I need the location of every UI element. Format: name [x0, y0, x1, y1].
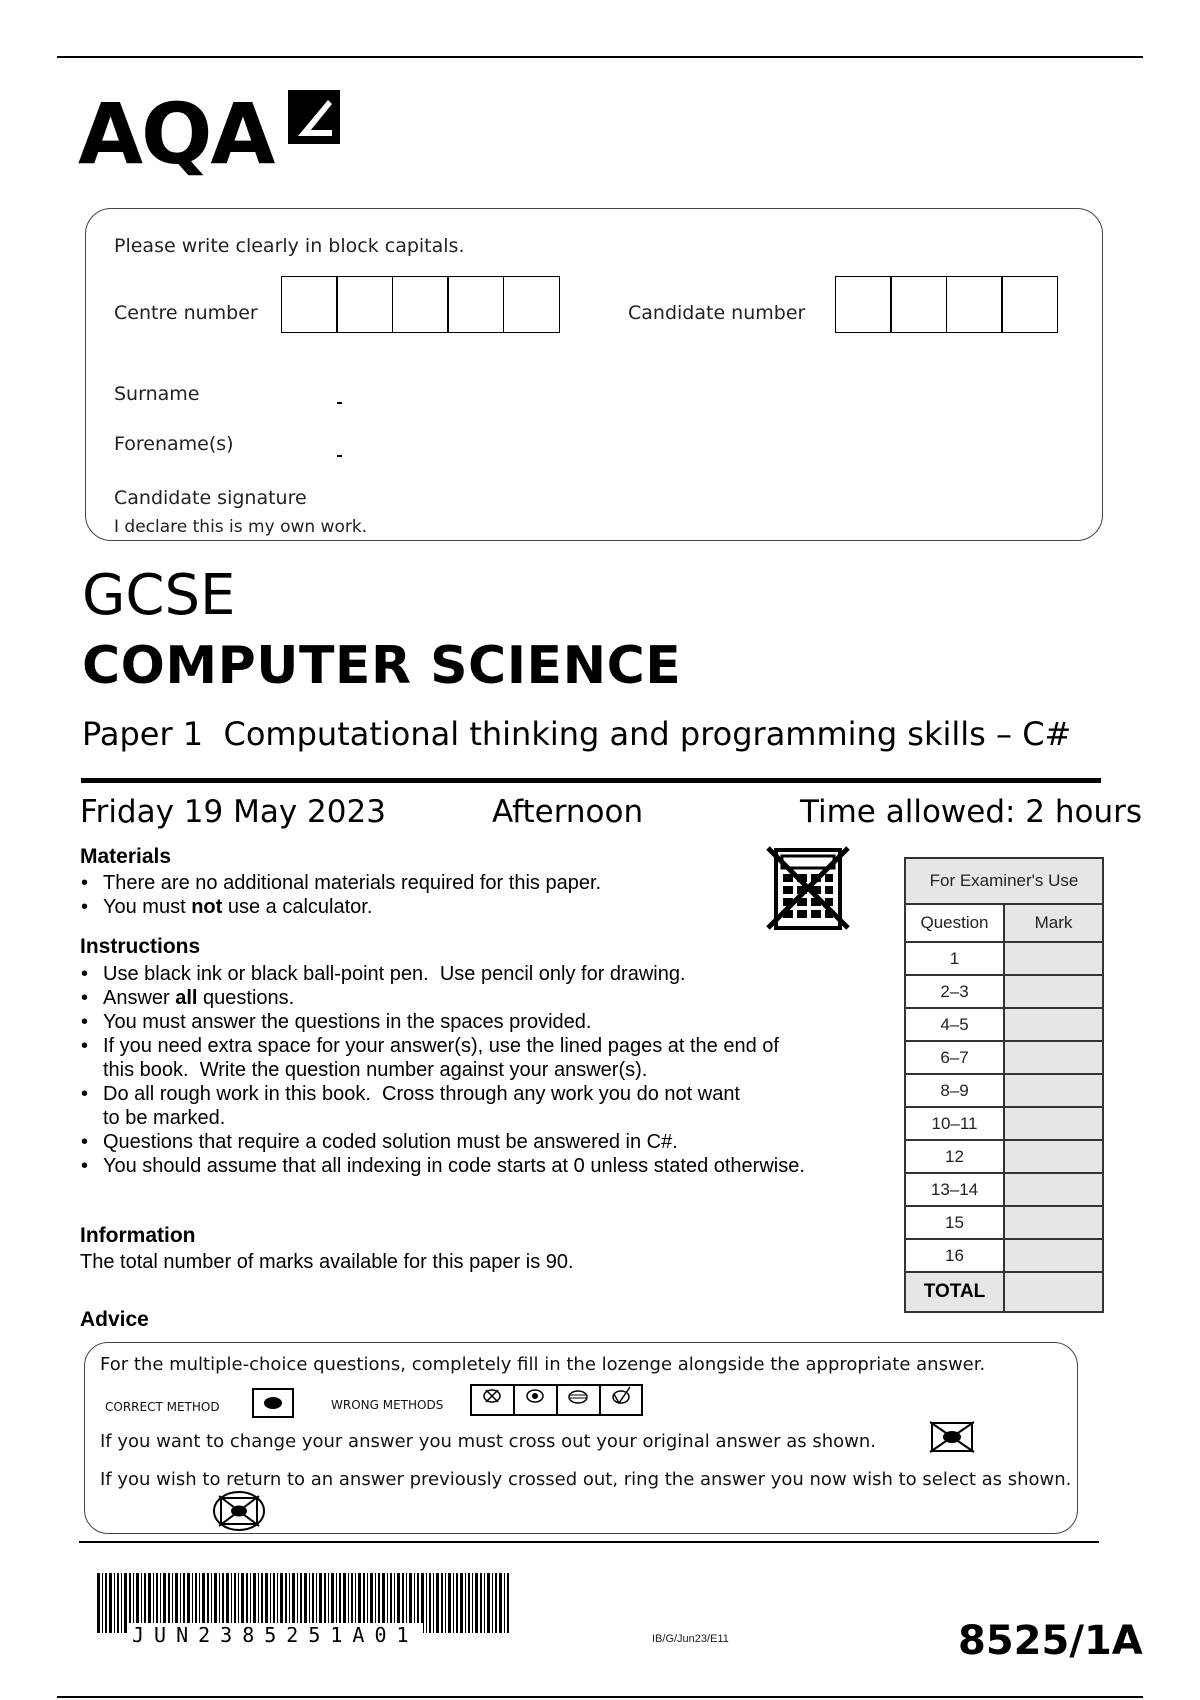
crossed-out-lozenge-icon: [928, 1420, 976, 1454]
subject-title: COMPUTER SCIENCE: [82, 636, 682, 696]
surname-field[interactable]: [337, 402, 342, 404]
barcode-number: JUN2385251A01: [128, 1623, 423, 1647]
qualification-title: GCSE: [82, 563, 236, 628]
mark-cell[interactable]: [1004, 942, 1103, 975]
question-number: 10–11: [905, 1107, 1004, 1140]
advice-heading: Advice: [80, 1308, 149, 1331]
time-allowed: Time allowed: 2 hours: [800, 794, 1143, 830]
centre-number-cell[interactable]: [447, 276, 504, 333]
wrong-methods-lozenges-icon: [470, 1384, 643, 1416]
question-column-header: Question: [905, 904, 1004, 942]
total-label: TOTAL: [905, 1272, 1004, 1312]
correct-method-lozenge-icon: [252, 1388, 294, 1418]
bottom-rule: [57, 1696, 1143, 1698]
mark-cell[interactable]: [1004, 975, 1103, 1008]
declaration-text: I declare this is my own work.: [114, 517, 368, 537]
table-row: [905, 1206, 1103, 1239]
paper-title: Paper 1 Computational thinking and programming skills – C#: [82, 715, 1072, 753]
instructions-item-text: Use black ink or black ball-point pen. Use pencil only for drawing.: [103, 963, 686, 985]
candidate-number-label: Candidate number: [628, 302, 806, 324]
list-item: [80, 1034, 805, 1082]
mark-cell[interactable]: [1004, 1074, 1103, 1107]
list-item: [80, 871, 601, 895]
table-row: [905, 1272, 1103, 1312]
table-row: [905, 1008, 1103, 1041]
materials-item-text: use a calculator.: [222, 896, 373, 918]
mark-cell[interactable]: [1004, 1140, 1103, 1173]
advice-line-1: For the multiple-choice questions, completely fill in the lozenge alongside the appropriate answer.: [100, 1354, 986, 1375]
instructions-item-text: You should assume that all indexing in code starts at 0 unless stated otherwise.: [103, 1155, 805, 1177]
mark-cell[interactable]: [1004, 1206, 1103, 1239]
instructions-item-text: to be marked.: [103, 1107, 226, 1129]
question-number: 4–5: [905, 1008, 1004, 1041]
candidate-number-boxes[interactable]: [836, 276, 1066, 333]
instructions-item-text: Do all rough work in this book. Cross through any work you do not want: [103, 1083, 740, 1105]
mark-cell[interactable]: [1004, 1041, 1103, 1074]
footer-rule: [79, 1541, 1099, 1543]
instructions-item-text: Answer: [103, 987, 176, 1009]
paper-code: 8525/1A: [958, 1618, 1143, 1664]
mark-cell[interactable]: [1004, 1239, 1103, 1272]
candidate-number-cell[interactable]: [890, 276, 947, 333]
question-number: 1: [905, 942, 1004, 975]
title-rule: [81, 778, 1101, 783]
instructions-list: [80, 962, 805, 1178]
surname-label: Surname: [114, 383, 200, 405]
table-row: [905, 1041, 1103, 1074]
top-rule: [57, 56, 1143, 58]
table-row: [905, 1173, 1103, 1206]
instructions-item-text: If you need extra space for your answer(s), use the lined pages at the end of: [103, 1035, 779, 1057]
list-item: [80, 1082, 805, 1130]
centre-number-cell[interactable]: [503, 276, 560, 333]
instructions-item-text: Questions that require a coded solution must be answered in C#.: [103, 1131, 678, 1153]
instructions-item-text: this book. Write the question number against your answer(s).: [103, 1059, 648, 1081]
information-heading: Information: [80, 1224, 196, 1247]
mark-cell[interactable]: [1004, 1008, 1103, 1041]
signature-label: Candidate signature: [114, 487, 307, 509]
instructions-item-text: You must answer the questions in the spaces provided.: [103, 1011, 592, 1033]
question-number: 13–14: [905, 1173, 1004, 1206]
table-row: [905, 942, 1103, 975]
list-item: [80, 1130, 805, 1154]
list-item: [80, 895, 601, 919]
centre-number-cell[interactable]: [281, 276, 338, 333]
aqa-logo-mark-icon: [282, 90, 340, 144]
advice-line-3: If you wish to return to an answer previously crossed out, ring the answer you now wish to select as shown.: [100, 1469, 1072, 1490]
advice-line-2: If you want to change your answer you must cross out your original answer as shown.: [100, 1431, 876, 1452]
question-number: 2–3: [905, 975, 1004, 1008]
examiner-table-title: For Examiner's Use: [905, 858, 1103, 904]
table-row: [905, 1107, 1103, 1140]
materials-item-emphasis: not: [191, 896, 223, 918]
candidate-number-cell[interactable]: [1001, 276, 1058, 333]
list-item: [80, 962, 805, 986]
table-row: [905, 1140, 1103, 1173]
candidate-number-cell[interactable]: [835, 276, 892, 333]
centre-number-boxes[interactable]: [282, 276, 572, 333]
mark-column-header: Mark: [1004, 904, 1103, 942]
question-number: 16: [905, 1239, 1004, 1272]
forename-field[interactable]: [337, 455, 342, 457]
exam-date: Friday 19 May 2023: [80, 794, 386, 830]
list-item: [80, 986, 805, 1010]
reference-code: IB/G/Jun23/E11: [652, 1633, 729, 1645]
list-item: [80, 1010, 805, 1034]
materials-list: [80, 871, 601, 919]
question-number: 12: [905, 1140, 1004, 1173]
centre-number-label: Centre number: [114, 302, 258, 324]
question-number: 8–9: [905, 1074, 1004, 1107]
mark-cell[interactable]: [1004, 1173, 1103, 1206]
ringed-lozenge-icon: [212, 1490, 266, 1532]
no-calculator-icon: [766, 846, 850, 930]
list-item: [80, 1154, 805, 1178]
correct-method-label: CORRECT METHOD: [105, 1400, 220, 1414]
forename-label: Forename(s): [114, 433, 234, 455]
materials-heading: Materials: [80, 845, 172, 868]
question-number: 6–7: [905, 1041, 1004, 1074]
centre-number-cell[interactable]: [392, 276, 449, 333]
materials-item-text: There are no additional materials required for this paper.: [103, 872, 602, 894]
examiner-use-table: [904, 857, 1104, 1313]
total-mark-cell[interactable]: [1004, 1272, 1103, 1312]
block-capitals-instruction: Please write clearly in block capitals.: [114, 235, 465, 257]
table-row: [905, 975, 1103, 1008]
aqa-logo-text: AQA: [78, 85, 274, 183]
candidate-number-cell[interactable]: [946, 276, 1003, 333]
wrong-methods-label: WRONG METHODS: [331, 1398, 444, 1412]
materials-item-text: You must: [103, 896, 192, 918]
instructions-heading: Instructions: [80, 935, 201, 958]
exam-session: Afternoon: [492, 794, 644, 830]
instructions-item-emphasis: all: [175, 987, 198, 1009]
mark-cell[interactable]: [1004, 1107, 1103, 1140]
centre-number-cell[interactable]: [336, 276, 393, 333]
question-number: 15: [905, 1206, 1004, 1239]
instructions-item-text: questions.: [197, 987, 295, 1009]
table-row: [905, 1239, 1103, 1272]
information-text: The total number of marks available for this paper is 90.: [80, 1251, 574, 1273]
table-row: [905, 1074, 1103, 1107]
